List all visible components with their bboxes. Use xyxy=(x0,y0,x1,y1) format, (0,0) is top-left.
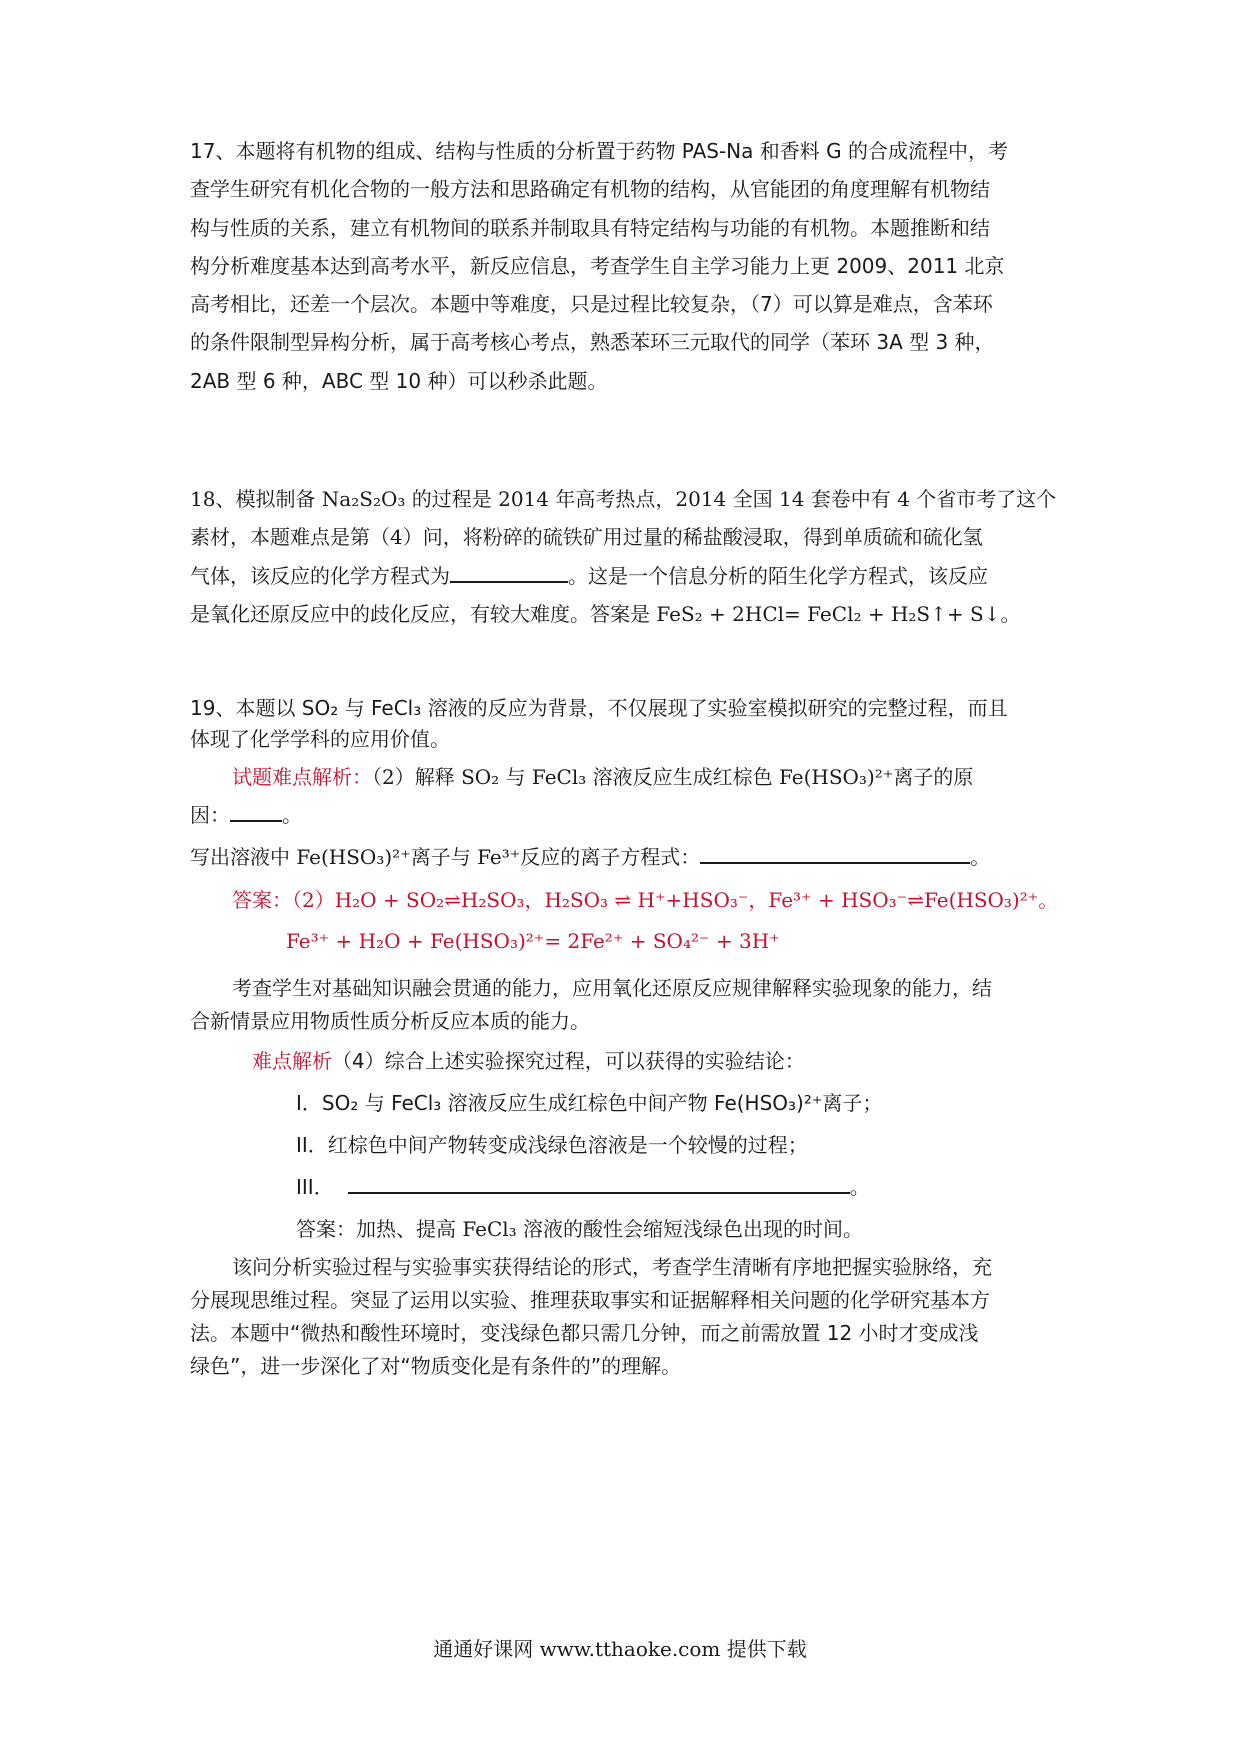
s18-line-1: 18、模拟制备 Na₂S₂O₃ 的过程是 2014 年高考热点，2014 全国 14 套卷中有 4 个省市考了这个 xyxy=(190,487,1057,511)
c3-end: 。 xyxy=(849,1175,870,1199)
q2b-line xyxy=(190,838,1056,876)
q4-text: （4）综合上述实验探究过程，可以获得的实验结论： xyxy=(332,1049,805,1073)
s17-line-2: 查学生研究有机化合物的一般方法和思路确定有机物的结构，从官能团的角度理解有机物结 xyxy=(190,177,990,202)
q2b-blank xyxy=(700,844,970,864)
s17-line-6: 的条件限制型异构分析，属于高考核心考点，熟悉苯环三元取代的同学（苯环 3A 型 3 种， xyxy=(190,330,995,355)
q2-blank xyxy=(230,802,282,822)
summary-line-1: 该问分析实验过程与实验事实获得结论的形式，考查学生清晰有序地把握实验脉络，充 xyxy=(232,1255,992,1279)
q2b-text: 写出溶液中 Fe(HSO₃)²⁺离子与 Fe³⁺反应的离子方程式： xyxy=(190,845,701,869)
q2-cont: 因： xyxy=(190,803,230,827)
summary-line-4: 绿色”，进一步深化了对“物质变化是有条件的”的理解。 xyxy=(190,1354,682,1378)
q2-text: （2）解释 SO₂ 与 FeCl₃ 溶液反应生成红棕色 Fe(HSO₃)²⁺离子的原 xyxy=(372,765,974,789)
q4-answer xyxy=(190,1210,1056,1248)
section-18 xyxy=(190,480,1056,633)
summary-line-3: 法。本题中“微热和酸性环境时，变浅绿色都只需几分钟，而之前需放置 12 小时才变成浅 xyxy=(190,1321,979,1345)
q2-label: 试题难点解析： xyxy=(232,765,372,789)
section-17 xyxy=(190,132,1056,400)
c3-blank xyxy=(348,1174,850,1194)
s17-line-4: 构分析难度基本达到高考水平，新反应信息，考查学生自主学习能力上更 2009、2011 北京 xyxy=(190,253,1005,278)
q2-end: 。 xyxy=(282,803,302,827)
s19-line-2: 体现了化学学科的应用价值。 xyxy=(190,727,450,751)
ans-line-1: 答案：（2）H₂O + SO₂⇌H₂SO₃，H₂SO₃ ⇌ H⁺+HSO₃⁻，Fe³⁺ + HSO₃⁻⇌Fe(HSO₃)²⁺。 xyxy=(232,888,1059,912)
ans4-line: 答案：加热、提高 FeCl₃ 溶液的酸性会缩短浅绿色出现的时间。 xyxy=(296,1217,864,1241)
q2b-row xyxy=(190,838,1056,876)
exam-line-2: 合新情景应用物质性质分析反应本质的能力。 xyxy=(190,1009,590,1033)
s18-line-4: 是氧化还原反应中的歧化反应，有较大难度。答案是 FeS₂ + 2HCl= FeCl₂ + H₂S↑+ S↓。 xyxy=(190,601,1021,626)
exam-line-1: 考查学生对基础知识融会贯通的能力，应用氧化还原反应规律解释实验现象的能力，结 xyxy=(232,976,992,1000)
conclusion-3 xyxy=(190,1166,1056,1208)
section-19-intro xyxy=(190,693,1056,755)
s17-line-3: 构与性质的关系，建立有机物间的联系并制取具有特定结构与功能的有机物。本题推断和结 xyxy=(190,215,990,240)
q4-line xyxy=(190,1040,1056,1082)
q2-answer xyxy=(190,880,1059,962)
q4-summary xyxy=(190,1251,1056,1383)
s17-line-1: 17、本题将有机物的组成、结构与性质的分析置于药物 PAS-Na 和香料 G 的合成流程中，考 xyxy=(190,139,1008,163)
s17-line-5: 高考相比，还差一个层次。本题中等难度，只是过程比较复杂，（7）可以算是难点，含苯环 xyxy=(190,292,993,317)
q4-label: 难点解析 xyxy=(252,1049,332,1073)
q2-line xyxy=(190,758,1056,796)
q2-analysis xyxy=(190,758,1056,834)
s18-line-3-prefix: 气体，该反应的化学方程式为 xyxy=(190,563,450,588)
conclusion-1: I．SO₂ 与 FeCl₃ 溶液反应生成红棕色中间产物 Fe(HSO₃)²⁺离子； xyxy=(296,1091,883,1115)
s17-line-7: 2AB 型 6 种，ABC 型 10 种）可以秒杀此题。 xyxy=(190,368,608,393)
ans-line-2: Fe³⁺ + H₂O + Fe(HSO₃)²⁺= 2Fe²⁺ + SO₄²⁻ + 3H⁺ xyxy=(286,929,780,953)
q4-analysis xyxy=(190,1040,1056,1208)
c3-label: III． xyxy=(296,1175,334,1199)
page-footer: 通通好课网 www.tthaoke.com 提供下载 xyxy=(433,1637,807,1661)
s18-line-3 xyxy=(190,557,1056,595)
s19-line-1: 19、本题以 SO₂ 与 FeCl₃ 溶液的反应为背景，不仅展现了实验室模拟研究的完整过程，而且 xyxy=(190,696,1008,720)
q2b-end: 。 xyxy=(970,845,991,869)
q2-continuation xyxy=(190,796,1056,834)
s18-line-2: 素材，本题难点是第（4）问，将粉碎的硫铁矿用过量的稀盐酸浸取，得到单质硫和硫化氢 xyxy=(190,525,983,550)
s18-line-3-suffix: 。这是一个信息分析的陌生化学方程式，该反应 xyxy=(568,563,988,588)
q2-assessment xyxy=(190,972,1056,1038)
summary-line-2: 分展现思维过程。突显了运用以实验、推理获取事实和证据解释相关问题的化学研究基本方 xyxy=(190,1288,990,1312)
conclusion-2: II．红棕色中间产物转变成浅绿色溶液是一个较慢的过程； xyxy=(296,1133,808,1157)
answer-blank xyxy=(450,563,568,583)
